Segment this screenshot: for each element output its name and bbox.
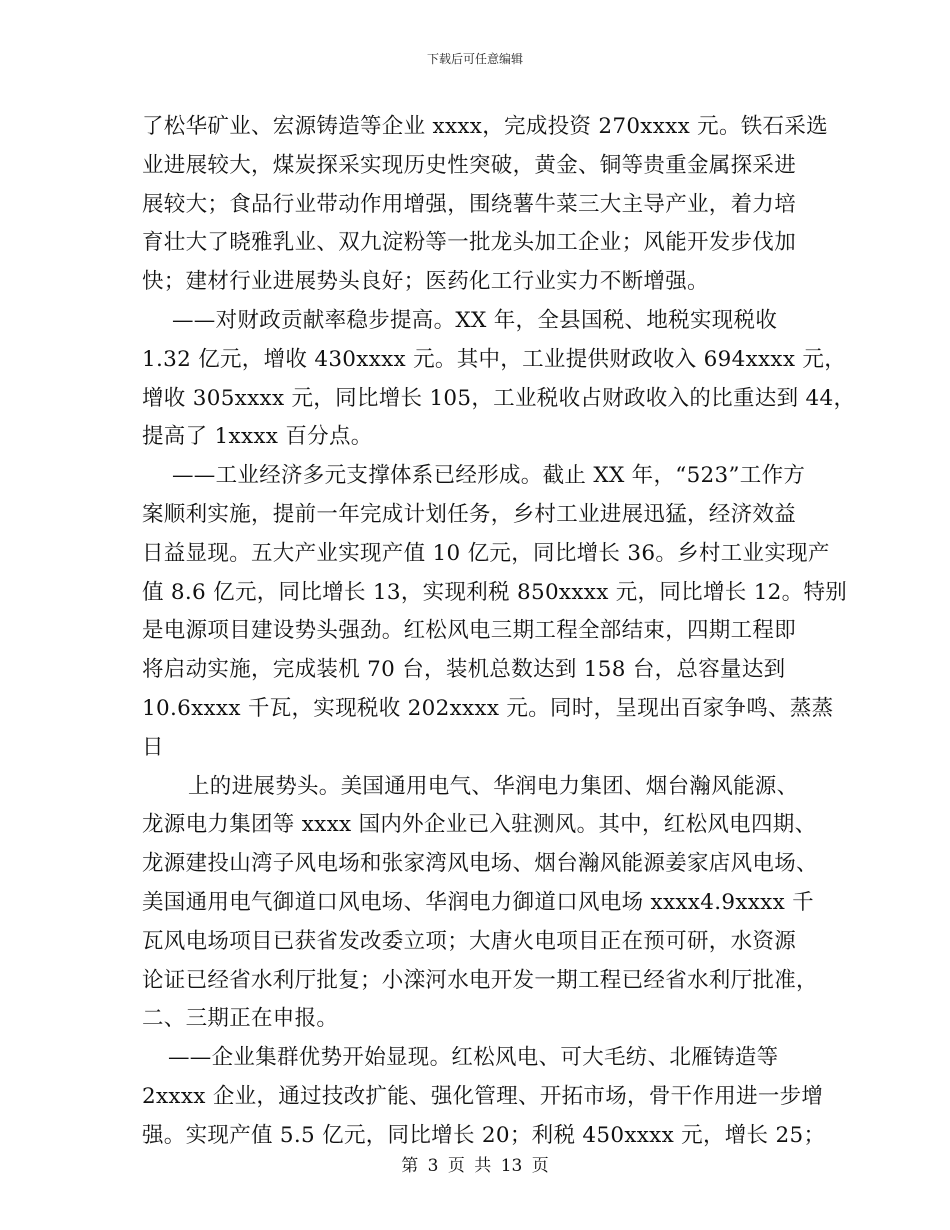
body-line: 1.32 亿元，增收 430xxxx 元。其中，工业提供财政收入 694xxxx 元，	[142, 346, 847, 372]
body-line: 案顺利实施，提前一年完成计划任务，乡村工业进展迅猛，经济效益	[142, 501, 797, 527]
body-line: ——工业经济多元支撑体系已经形成。截止 XX 年，“523”工作方	[172, 463, 806, 489]
body-line: 上的进展势头。美国通用电气、华润电力集团、烟台瀚风能源、	[188, 773, 799, 799]
body-line: 业进展较大，煤炭探采实现历史性突破，黄金、铜等贵重金属探采进	[142, 152, 797, 178]
body-line: 10.6xxxx 千瓦，实现税收 202xxxx 元。同时，呈现出百家争鸣、蒸蒸	[142, 695, 834, 721]
body-line: 值 8.6 亿元，同比增长 13，实现利税 850xxxx 元，同比增长 12。特别	[142, 579, 848, 605]
body-line: 是电源项目建设势头强劲。红松风电三期工程全部结束，四期工程即	[142, 618, 797, 644]
document-body	[142, 108, 856, 1156]
body-line: 展较大；食品行业带动作用增强，围绕薯牛菜三大主导产业，着力培	[142, 191, 797, 217]
body-line: ——企业集群优势开始显现。红松风电、可大毛纺、北雁铸造等	[168, 1045, 779, 1071]
body-line: 提高了 1xxxx 百分点。	[142, 424, 373, 450]
body-line: 快；建材行业进展势头良好；医药化工行业实力不断增强。	[142, 269, 709, 295]
body-line: ——对财政贡献率稳步提高。XX 年，全县国税、地税实现税收	[172, 307, 778, 333]
body-line: 论证已经省水利厅批复；小滦河水电开发一期工程已经省水利厅批准，	[142, 967, 818, 993]
body-line: 2xxxx 企业，通过技改扩能、强化管理、开拓市场，骨干作用进一步增	[142, 1083, 824, 1109]
body-line: 日益显现。五大产业实现产值 10 亿元，同比增长 36。乡村工业实现产	[142, 540, 830, 566]
body-line: 二、三期正在申报。	[142, 1006, 339, 1032]
body-line: 增收 305xxxx 元，同比增长 105，工业税收占财政收入的比重达到 44，	[142, 385, 856, 411]
body-line: 日	[142, 734, 164, 760]
body-line: 龙源电力集团等 xxxx 国内外企业已入驻测风。其中，红松风电四期、	[142, 812, 817, 838]
body-line: 强。实现产值 5.5 亿元，同比增长 20；利税 450xxxx 元，增长 25；	[142, 1122, 826, 1148]
body-line: 育壮大了晓雅乳业、双九淀粉等一批龙头加工企业；风能开发步伐加	[142, 230, 797, 256]
body-line: 将启动实施，完成装机 70 台，装机总数达到 158 台，总容量达到	[142, 657, 786, 683]
body-line: 瓦风电场项目已获省发改委立项；大唐火电项目正在预可研，水资源	[142, 928, 797, 954]
page-header: 下载后可任意编辑	[426, 52, 523, 66]
body-line: 龙源建投山湾子风电场和张家湾风电场、烟台瀚风能源姜家店风电场、	[142, 851, 818, 877]
page-footer: 第 3 页 共 13 页	[401, 1156, 549, 1176]
body-line: 美国通用电气御道口风电场、华润电力御道口风电场 xxxx4.9xxxx 千	[142, 889, 814, 915]
body-line: 了松华矿业、宏源铸造等企业 xxxx，完成投资 270xxxx 元。铁石采选	[142, 114, 828, 139]
